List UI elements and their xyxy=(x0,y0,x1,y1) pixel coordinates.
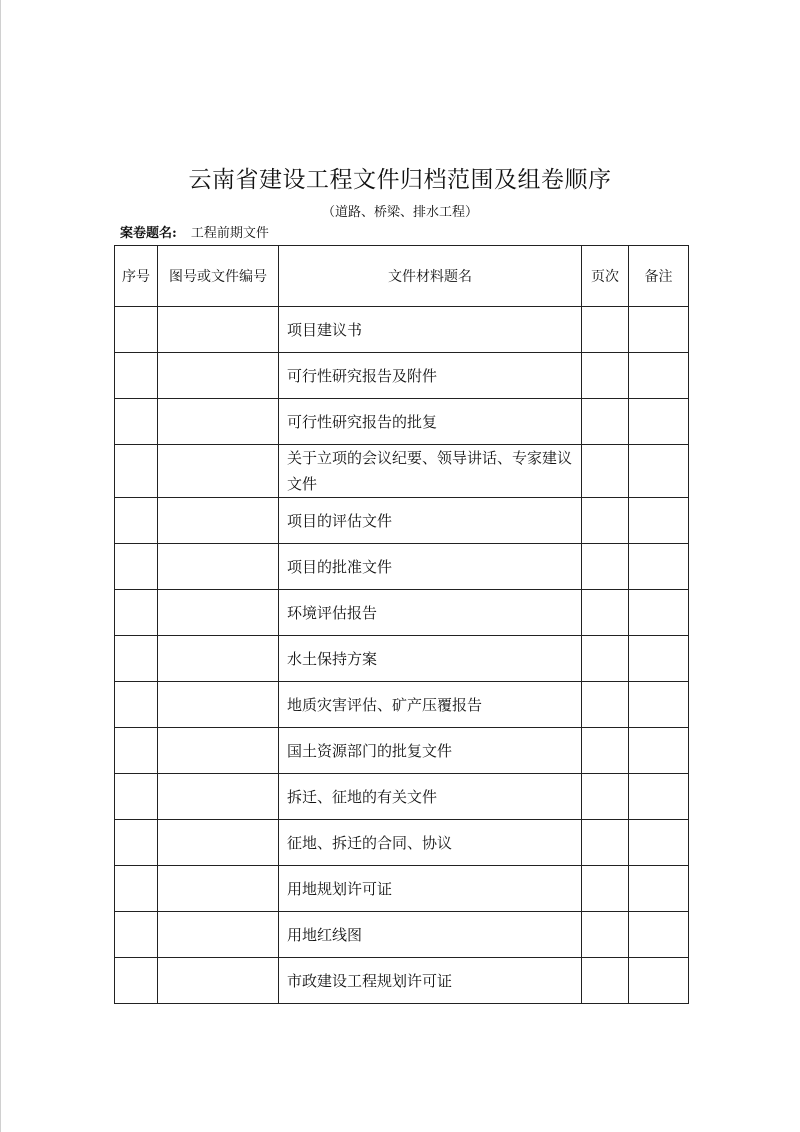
pages-cell xyxy=(582,498,629,544)
table-header-row xyxy=(115,246,689,307)
remarks-cell xyxy=(629,682,689,728)
material-title-cell: 用地红线图 xyxy=(279,912,582,958)
case-title-label: 案卷题名: xyxy=(120,226,177,241)
table-row xyxy=(115,728,689,774)
table-row xyxy=(115,445,689,498)
drawing-no-cell xyxy=(158,544,279,590)
pages-cell xyxy=(582,866,629,912)
drawing-no-cell xyxy=(158,445,279,498)
material-title-cell: 国土资源部门的批复文件 xyxy=(279,728,582,774)
remarks-cell xyxy=(629,307,689,353)
seq-cell xyxy=(115,445,158,498)
seq-cell xyxy=(115,912,158,958)
table-row xyxy=(115,912,689,958)
material-title-cell: 关于立项的会议纪要、领导讲话、专家建议文件 xyxy=(279,445,582,498)
remarks-cell xyxy=(629,445,689,498)
material-title-cell: 水土保持方案 xyxy=(279,636,582,682)
table-row xyxy=(115,866,689,912)
pages-cell xyxy=(582,544,629,590)
remarks-cell xyxy=(629,820,689,866)
pages-cell xyxy=(582,636,629,682)
pages-cell xyxy=(582,445,629,498)
remarks-cell xyxy=(629,866,689,912)
seq-cell xyxy=(115,636,158,682)
seq-cell xyxy=(115,590,158,636)
pages-cell xyxy=(582,307,629,353)
material-title-cell: 市政建设工程规划许可证 xyxy=(279,958,582,1004)
header-drawing-no: 图号或文件编号 xyxy=(158,246,279,307)
pages-cell xyxy=(582,728,629,774)
header-seq: 序号 xyxy=(115,246,158,307)
drawing-no-cell xyxy=(158,307,279,353)
table-row xyxy=(115,498,689,544)
drawing-no-cell xyxy=(158,399,279,445)
pages-cell xyxy=(582,353,629,399)
material-title-cell: 用地规划许可证 xyxy=(279,866,582,912)
seq-cell xyxy=(115,958,158,1004)
pages-cell xyxy=(582,682,629,728)
table-row xyxy=(115,353,689,399)
seq-cell xyxy=(115,544,158,590)
table-row xyxy=(115,544,689,590)
material-title-cell: 环境评估报告 xyxy=(279,590,582,636)
archive-table xyxy=(114,245,689,1004)
table-row xyxy=(115,958,689,1004)
pages-cell xyxy=(582,820,629,866)
table-row xyxy=(115,636,689,682)
seq-cell xyxy=(115,820,158,866)
drawing-no-cell xyxy=(158,636,279,682)
drawing-no-cell xyxy=(158,958,279,1004)
table-row xyxy=(115,820,689,866)
case-title-value: 工程前期文件 xyxy=(190,226,269,241)
remarks-cell xyxy=(629,728,689,774)
remarks-cell xyxy=(629,958,689,1004)
seq-cell xyxy=(115,307,158,353)
remarks-cell xyxy=(629,636,689,682)
seq-cell xyxy=(115,728,158,774)
material-title-cell: 拆迁、征地的有关文件 xyxy=(279,774,582,820)
table-row xyxy=(115,774,689,820)
pages-cell xyxy=(582,912,629,958)
seq-cell xyxy=(115,682,158,728)
pages-cell xyxy=(582,590,629,636)
drawing-no-cell xyxy=(158,682,279,728)
header-material-title: 文件材料题名 xyxy=(279,246,582,307)
material-title-cell: 可行性研究报告的批复 xyxy=(279,399,582,445)
material-title-cell: 地质灾害评估、矿产压覆报告 xyxy=(279,682,582,728)
seq-cell xyxy=(115,498,158,544)
document-subtitle: （道路、桥梁、排水工程） xyxy=(321,205,478,220)
seq-cell xyxy=(115,353,158,399)
drawing-no-cell xyxy=(158,866,279,912)
document-title: 云南省建设工程文件归档范围及组卷顺序 xyxy=(188,167,612,193)
drawing-no-cell xyxy=(158,498,279,544)
pages-cell xyxy=(582,958,629,1004)
table-row xyxy=(115,682,689,728)
material-title-cell: 项目建议书 xyxy=(279,307,582,353)
remarks-cell xyxy=(629,912,689,958)
drawing-no-cell xyxy=(158,728,279,774)
remarks-cell xyxy=(629,399,689,445)
seq-cell xyxy=(115,866,158,912)
material-title-cell: 可行性研究报告及附件 xyxy=(279,353,582,399)
material-title-cell: 项目的批准文件 xyxy=(279,544,582,590)
remarks-cell xyxy=(629,590,689,636)
drawing-no-cell xyxy=(158,912,279,958)
table-row xyxy=(115,307,689,353)
drawing-no-cell xyxy=(158,590,279,636)
table-body xyxy=(115,307,689,1004)
material-title-cell: 征地、拆迁的合同、协议 xyxy=(279,820,582,866)
drawing-no-cell xyxy=(158,774,279,820)
remarks-cell xyxy=(629,544,689,590)
case-title-line xyxy=(120,224,269,244)
seq-cell xyxy=(115,399,158,445)
material-title-cell: 项目的评估文件 xyxy=(279,498,582,544)
seq-cell xyxy=(115,774,158,820)
table-row xyxy=(115,399,689,445)
pages-cell xyxy=(582,774,629,820)
remarks-cell xyxy=(629,498,689,544)
header-pages: 页次 xyxy=(582,246,629,307)
pages-cell xyxy=(582,399,629,445)
header-remarks: 备注 xyxy=(629,246,689,307)
remarks-cell xyxy=(629,353,689,399)
table-row xyxy=(115,590,689,636)
drawing-no-cell xyxy=(158,820,279,866)
drawing-no-cell xyxy=(158,353,279,399)
remarks-cell xyxy=(629,774,689,820)
